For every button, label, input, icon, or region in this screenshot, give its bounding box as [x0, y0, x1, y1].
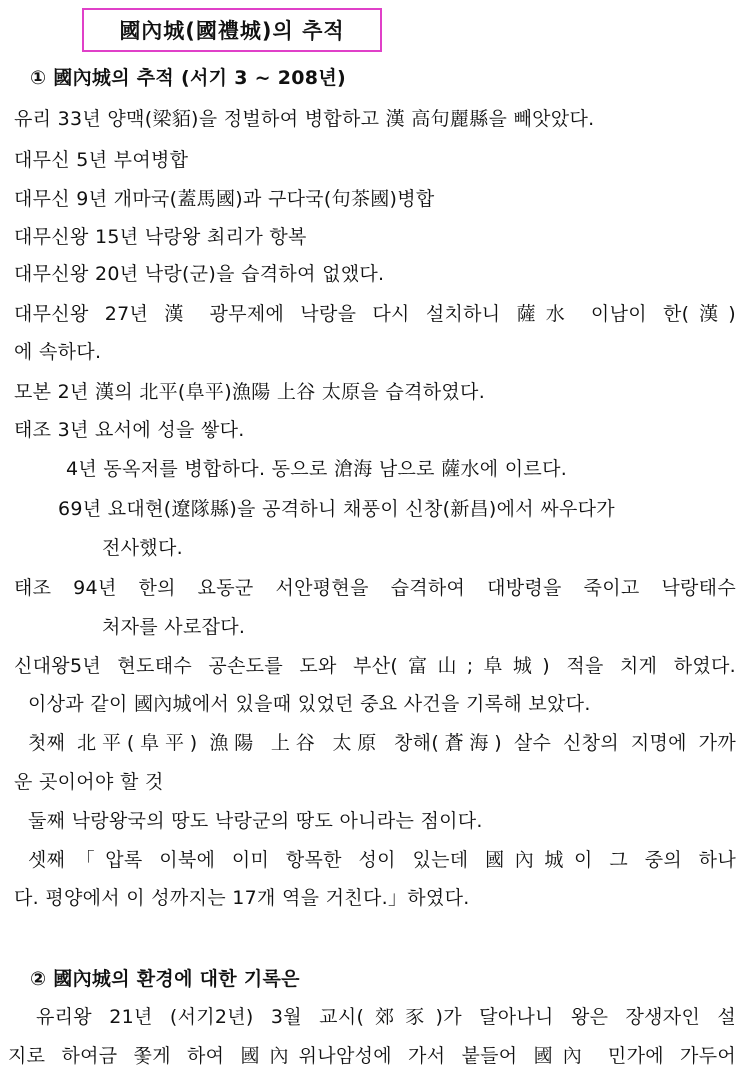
text-line: 첫째 北平(阜平) 漁陽 上谷 太原 창해(蒼海) 살수 신창의 지명에 가까 [28, 732, 736, 754]
section-1-heading: ① 國內城의 추적 (서기 3 ~ 208년) [30, 67, 346, 89]
text-line: 태조 94년 한의 요동군 서안평현을 습격하여 대방령을 죽이고 낙랑태수 [14, 577, 736, 599]
text-line: 셋째「압록 이북에 이미 항목한 성이 있는데 國內城이 그 중의 하나 [28, 849, 736, 871]
text-line: 운 곳이어야 할 것 [14, 771, 164, 793]
text-line: 신대왕5년 현도태수 공손도를 도와 부산(富山;阜城) 적을 치게 하였다. [14, 655, 736, 677]
text-line: 대무신 5년 부여병합 [14, 149, 189, 171]
text-line: 에 속하다. [14, 341, 102, 363]
text-line: 둘째 낙랑왕국의 땅도 낙랑군의 땅도 아니라는 점이다. [28, 810, 483, 832]
text-line: 대무신 9년 개마국(蓋馬國)과 구다국(句茶國)병합 [14, 188, 435, 210]
text-line: 69년 요대현(遼隊縣)을 공격하니 채풍이 신창(新昌)에서 싸우다가 [58, 498, 615, 520]
page-title: 國內城(國禮城)의 추적 [82, 8, 382, 52]
text-line: 대무신왕 27년 漢 광무제에 낙랑을 다시 설치하니 薩水 이남이 한(漢) [14, 303, 736, 325]
text-line: 유리왕 21년 (서기2년) 3월 교시(郊豕)가 달아나니 왕은 장생자인 설 [36, 1006, 736, 1028]
text-line: 다. 평양에서 이 성까지는 17개 역을 거친다.」하였다. [14, 887, 470, 909]
text-line: 처자를 사로잡다. [102, 616, 246, 638]
text-line: 모본 2년 漢의 北平(阜平)漁陽 上谷 太原을 습격하였다. [14, 381, 486, 403]
text-line: 유리 33년 양맥(梁貊)을 정벌하여 병합하고 漢 高句麗縣을 빼앗았다. [14, 108, 595, 130]
text-line: 이상과 같이 國內城에서 있을때 있었던 중요 사건을 기록해 보았다. [28, 693, 591, 715]
text-line: 태조 3년 요서에 성을 쌓다. [14, 419, 245, 441]
section-2-heading: ② 國內城의 환경에 대한 기록은 [30, 968, 300, 990]
text-line: 전사했다. [102, 537, 183, 559]
text-line: 대무신왕 20년 낙랑(군)을 습격하여 없앴다. [14, 263, 385, 285]
text-line: 지로 하여금 쫓게 하여 國內위나암성에 가서 붙들어 國內 민가에 가두어 [8, 1045, 736, 1067]
text-line: 4년 동옥저를 병합하다. 동으로 滄海 남으로 薩水에 이르다. [66, 458, 568, 480]
text-line: 대무신왕 15년 낙랑왕 최리가 항복 [14, 226, 307, 248]
